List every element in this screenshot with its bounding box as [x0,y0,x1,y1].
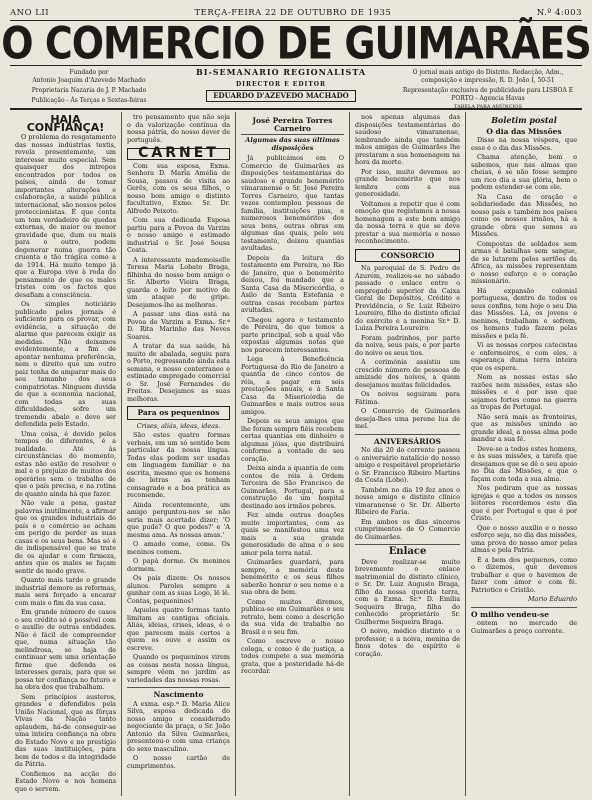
aniversarios-paragraph: No dia 20 do corrente passou o aniversário natalício do nosso amigo e respeitável proprietário o Sr. Francisco Ribeiro Martins da Costa (Lobo). [355,446,460,484]
dia-missoes-heading: O dia das Missões [486,126,562,136]
col1-paragraph: Confiemos na acção do Estado Novo e nos homens que o servem. [15,769,116,793]
subhead-left [10,66,168,108]
col5-paragraph: Nos pediram que as nossas igrejas e que a todos os nossos leitores recordemos este dia que é por Portugal e que é por Cristo. [471,484,577,522]
enlace-heading: Enlace [388,546,427,557]
col3-paragraph: Guimarães guardará, para sempre, a memória deste benemérito e os seus filhos saberão honrar o seu nome e a sua obra de bem. [241,558,344,596]
col5-paragraph: Vi as nossas corpos catecistas e enfermeiros, e com eles, a esperança duma terra inteira que os espera. [471,341,577,372]
col3-paragraph: Como escreve o nosso colega, e como é de justiça, a todos compete a sua memória grata, que a posteridade há-de recordar. [241,637,344,675]
col5-paragraph: É a bem dos pequenos, como o dizemos, que devemos trabalhar e que o havemos de fazer com amor e com fé. Patriotico e Cristão. [471,555,577,594]
col5-paragraph: Disse na nossa véspera, que esse é o dia das Missões. [471,136,577,152]
col1-paragraph: Quanto mais tarde o grande industrial demore as reformas, mais será forçado a encarar com mais o fim da sua casa. [15,576,116,607]
col3-paragraph: Deixa ainda a quantia de cem contos de réis à Ordem Terceira de São Francisco de Guimarães, Portugal, para a construção de um hospital destinado aos irmãos pobres. [241,464,344,510]
pequeninos-paragraph: Ainda recentemente, um amigo perguntou-nos se não seria mais acertado dizer: 'O que pude? O que podes?' e 'A mesma ama. As nossas amas.' [127,500,230,539]
founder-name: Antonio Joaquim d'Azevedo Machado [32,76,146,84]
date-label: TERÇA-FEIRA 22 DE OUTUBRO DE 1935 [194,8,392,18]
milho-paragraph: ontem no mercado de Guimarães a preço corrente. [471,619,577,635]
founded-label: Fundado por [69,69,109,76]
column-3 [236,112,350,796]
pequeninos-paragraph: Os pais dizem: Os nossos alunos. Paroles sempre a ganhar com as suas Logo, lê lê. Contas, pequeninos! [127,574,230,605]
carneiro-subheading: Algumas das suas últimas disposições [245,136,340,152]
pequeninos-paragraph: São estes quatro formas verbais, em um só sentido bem particular da nossa língua. Todas elas podem ser usadas em linguagem familiar e na escrita, mesmo que os homens de letras as tenham consagrado e a boa prática as recomende. [127,431,230,499]
col1-paragraph: Não vale a pena, gastar palavras inutilmente, a afirmar que os grandes industriais do país e o comércio se acham em perigo de perder as suas casas e os seus bens. Mas só é de indispensável que se trate de os ajudar e com firmeza, antes que os males se façam sentir de modo grave. [15,499,116,575]
col1-paragraph: O problema do resgatamento das nossas indústrias textis, revela presentemente, um interesse muito especial. Sem quaisquer dos intrepos encontrados por todos os países, ainda de tomar importantes alterações e colaboração, a saúde pública internacional, são nossos pelos proteccionistas. É que conta um tom verdadeiro de quedas externas, de maior ou menor gravidade que, dum ou mais para o outro, podem degenerar numa guerra tão cruenta e tão trágica como a de 1914. Há muito tempo já que a Europa vive à roda do pensamento de que os males tristes com os factos que desafiam a consciência. [15,133,116,299]
year-label: ANO LII [10,8,50,18]
nascimento-paragraph: O nosso cartão de cumprimentos. [127,754,230,770]
col3-paragraph: Depois os seus amigos que lhe foram sempre fiéis recebem certas quantias em dinheiro e algumas jóias, que distribuirá conforme a vontade de seu coração. [241,417,344,463]
consorcio-heading: CONSORCIO [355,249,460,263]
pequeninos-paragraph: Aqueles quatro formas tanto limitam as cantigas oficiais. Aliás, ideias, crises, ideas, é o que parecem mais certos a quem os ouve e assim os escreve. [127,606,230,652]
director-label: DIRECTOR E EDITOR [235,80,327,88]
col5-paragraph: Compostas de soldados sem armas é batalhas sem sangue, de se lutarem pelos sertões da Africa, as missões representam o nosso esforço e o coração missionário. [471,239,577,285]
nascimento-paragraph: A exma. esp.ª D. Maria Alice Silva, esposa dedicada do nosso amigo e considerado negociante da praça, o Sr. João Antonio da Silva Guimarães, presenteou-o com uma criança do sexo masculino. [127,699,230,753]
newspaper-page [1,6,591,796]
col1-paragraph: Uma coisa, é devido pelos tempos de diferentes, é a realidade. Até às circunstâncias do momento, estas não estão de resolver o mal e o prejuízo de muitos dos operários sem o trabalho de que o país precisa, e na rotina de quanto ainda há que fazer. [15,429,116,498]
issue-number: N.º 4:003 [536,8,582,18]
carnet-paragraph: Com sua dedicada Esposa partiu para a Povoa de Varzim o nosso amigo e estimado industrial o Sr. José Sousa Costa. [127,216,230,254]
article-columns [10,112,582,796]
subhead-middle [168,66,394,108]
col3-paragraph: Chegou agora o testamento de Pereira, de que temos a parte principal, sob a qual vão expostas algumas notas que nos parecem interessantes. [241,315,344,354]
carnet-paragraph: A tratar da sua saúde, há muito de abalada, seguiu para o Porto, regressando ainda esta semana, o nosso conterraneo e estimado empregado comercial o Sr. José Fernandes de Freitas. Desejamos as suas melhoras. [127,342,230,403]
carnet-heading: CARNET [127,148,230,160]
consorcio-paragraph: Na paroquial de S. Pedro de Azurém, realizou-se no sábado passado o enlace entre o empregado superior da Caixa Geral de Depósitos, Crédito e Previdência, o Sr. Luiz Ribeiro Loureiro, filho do distinto oficial do exército e a menina Sr.ª D. Luiza Pereira Loureiro. [355,264,460,332]
subhead-right-2: Representação exclusiva de publicidade para LISBOA E PORTO - Agencia Havas [402,87,574,102]
boletim-postal-heading: Boletim postal [491,115,557,125]
pequeninos-paragraph: Quando os pequeninos virem as coisas nesta nossa língua, sempre vêem no jardim as variedades das nossas rosas. [127,653,230,684]
enlace-paragraph: O noivo, médico distinto e o professor, e a noiva, menina de finos dotes de espírito e coração. [355,627,460,658]
enlace-paragraph: Deve realizar-se muito brevemente o enlace matrimonial do distinto clínico, o Sr. Dr. Luiz Augusto Braga, filho da nossa querida terra, com a Exma. Sr.ª D. Emília Sequeira Braga, filha do conhecido proprietário Sr. Guilherme Sequeira Braga. [355,557,460,626]
col3-paragraph: Depois da leitura do testamento em Pereira, no Rio de Janeiro, que o benemérito deixou, foi mandado que a Santa Casa da Misericórdia, o Asilo de Santa Estefania e outras casas recebam partes avultadas. [241,253,344,314]
carneiro-heading: José Pereira Torres Carneiro [241,117,344,135]
col1-paragraph: Os simples noticiário publicado pelos jornais é suficiente para os provar, com evidência, a situação de alarme que parecem exigir as medidas. Não deixamos evidentemente, a fim de apontar nenhuma preferência, nem o direito que um outro paiz tenha de amparar mais do seu tamanho dos seus compatriotas. Ninguem duvida de que a economia nacional, com todas as suas dificuldades, sofre um tremendo abalo e deve ser defendida pelo Estado. [15,300,116,428]
director-name: EDUARDO D'AZEVEDO MACHADO [206,90,356,102]
col4-paragraph: Voltamos a repetir que é com emoção que registamos a nossa homenagem a este bom amigo da nossa terra e que se deve prestar a sua memória o nosso reconhecimento. [355,199,460,245]
owner-line: Proprietaria Nazaria de J. P. Machado [31,87,147,94]
col3-paragraph: Lega à Beneficência Portuguesa do Rio de Janeiro a quantia de cinco contos de réis, a pagar em seis prestações anuais, e à Santa Casa da Misericórdia de Guimarães e mais outros seus amigos. [241,355,344,416]
consorcio-paragraph: Os noivos seguiram para Fátima. [355,390,460,406]
pequeninos-heading: Para os pequeninos [127,406,230,420]
masthead [1,17,591,69]
pequeninos-paragraph: O papá dorme. Os meninos dormem. [127,557,230,573]
pequeninos-paragraph: O amado come, come. Os meninos comem. [127,540,230,556]
subhead [10,66,582,110]
headline-haja-confianca: HAJA CONFIANÇA! [26,113,105,134]
col4-paragraph: nos apenas algumas das disposições testamentárias do saudoso vimaranense, lembrando ainda que também mãos amigas de Guimarães lhe prestaram a sua homenagem na hora da morte. [355,113,460,166]
subhead-right-1: O jornal mais antigo do Distrito. Redacção, Adm., composição e impressão, R. D. João I, 50-51 [412,69,564,84]
col5-paragraph: Deve-se a todos estes homens, e às suas missões, a tarefa que desejamos que se dê o seu apoio no Dia das Missões, e que o façam com toda a sua alma. [471,444,577,483]
column-1 [10,112,122,796]
col3-paragraph: Como muitos diremos, publica-se em Guimarães o seu retrato, bem como a descrição da sua vida de trabalho no Brasil e o seu fim. [241,597,344,636]
publication-line: Publicação - Ás Terças e Sextas-feiras [31,96,147,104]
col3-paragraph: Já publicámos em O Comercio de Guimarães as disposições testamentárias do saudoso e grande benemérito vimaranense o Sr. José Pereira Torres Carneiro, que tantas vezes contemplou pessoas de família, instituições pias, e numerosos beneméritos dos seus bens, outras obras em algumas das quais, pelo seu testamento, deixou quantias avultadas. [241,154,344,252]
col5-paragraph: Há expansão colonial portuguesa, dentro de todos os seus confins, tem hoje o seu Dia das Missões. Lá, os jovens e meninos, trabalham e sofrem, os homens tudo fazem pelas missões e pela fé. [471,286,577,340]
aniversarios-paragraph: Em ambos os dias sinceros cumprimentos de O Comercio de Guimarães. [355,517,460,541]
col1-paragraph: Sem princípios austeros, grandes e defendidos pela União Nacional, que as fôrças Vivas da Nação tanto aplaudem, há-de conseguir-se uma inteira confiança na obra do Estado Novo e no prestígio das suas instituições, para bem de todos e da integridade da Pátria. [15,692,116,768]
divider [127,687,230,688]
col1-paragraph: Em grande número de casos o seu crédito só é possível com o auxilio de outras entidades. Não é fácil de compreender que, numa situação tão melindrosa, se haja de continuar sem uma orientação firme que defenda os interesses gerais, para que se possa ter confiança no futuro e na obra dos que trabalham. [15,608,116,691]
aniversarios-heading: ANIVERSÁRIOS [374,436,441,446]
consorcio-paragraph: O Comercio de Guimarães deseja-lhes uma perene lua de mel. [355,407,460,430]
carnet-paragraph: Com sua esposa, Exma. Senhora D. Maria Amélia de Sousa, passou de visita ao Gerês, com os seus filhos, o nosso bom amigo e distinto facultativo, Exmo. Sr. Dr. Alfredo Peixoto. [127,161,230,215]
col5-paragraph: Nem as nossas estas são razões nem missões, estas são missões e é por isso que sejamos fortes como na guerra as tropas de Portugal. [471,373,577,411]
col5-paragraph: Não será mais as fronteiras, que as missões unindo ao grande ideal, a nossa alma pode mandar a sua fé. [471,412,577,443]
aniversarios-paragraph: Também no dia 19 fez anos o nosso amigo e distinto clínico vimaranense o Sr. Dr. Alberto Ribeiro de Faria. [355,485,460,516]
consorcio-paragraph: Foram padrinhos, por parte da noiva, seus pais, e por parte do noivo os seus tios. [355,333,460,357]
pequeninos-verse: Crises, aliás, ideas, ideas. [136,421,221,430]
col4-paragraph: Por isso, muito devemos ao grande benemérito que nos lembra com a sua generosidade. [355,167,460,198]
carnet-paragraph: A passar uns dias está na Povoa de Varzim a Exma. Sr.ª D. Rita Marinho das Neves Soares. [127,310,230,341]
divider [355,544,460,545]
col2-paragraph: tro pensamento que não seja o da valorização contínua da nossa pátria, do nosso dever de português. [127,113,230,144]
subhead-right-3: TABELA PARA ANÚNCIOS [454,104,522,110]
milho-heading: O milho vendeu-se [471,609,550,619]
nascimento-heading: Nascimento [153,690,204,699]
signature: Mario Eduardo [527,595,577,603]
col3-paragraph: Fez ainda outras doações muito importantes, com as quais se manifestou uma vez mais a sua grande generosidade de alma e o seu amor pela terra natal. [241,511,344,557]
column-4 [350,112,466,796]
bisemanario-label: BI-SEMANARIO REGIONALISTA [195,67,367,77]
column-5 [466,112,582,796]
col5-paragraph: Chama atenção, bem o sabemos, que nas almas que cheias, é se não fosse sempre um rico dia a sua glória, bem o podem estender-se com ele. [471,153,577,191]
divider [355,434,460,435]
masthead-title: O COMERCIO DE GUIMARÃES [1,17,591,69]
col5-paragraph: Que o nosso auxílio e o nosso esforço seja, no dia das missões, uma prova do nosso amor pelas almas e pela Patria. [471,523,577,554]
column-2 [122,112,236,796]
carnet-paragraph: A interessante mademoiselle Teresa Maria Lobato Braga, filhinha do nosso bom amigo o Sr. Alberto Vieira Braga, guarda o leito por motivo de um ataque de gripe. Desejamos-lhe as melhoras. [127,255,230,309]
consorcio-paragraph: A cerimónia assistiu um crescido número de pessoas de amizade dos noivos, a quem desejamos muitas felicidades. [355,358,460,389]
divider [471,607,577,608]
col5-paragraph: Na Casa de oração e solidariedade das Missões, no nosso país e também nos países como os nossos irmãos, há a grande obra que somos as Missões. [471,192,577,238]
subhead-right [394,66,582,108]
